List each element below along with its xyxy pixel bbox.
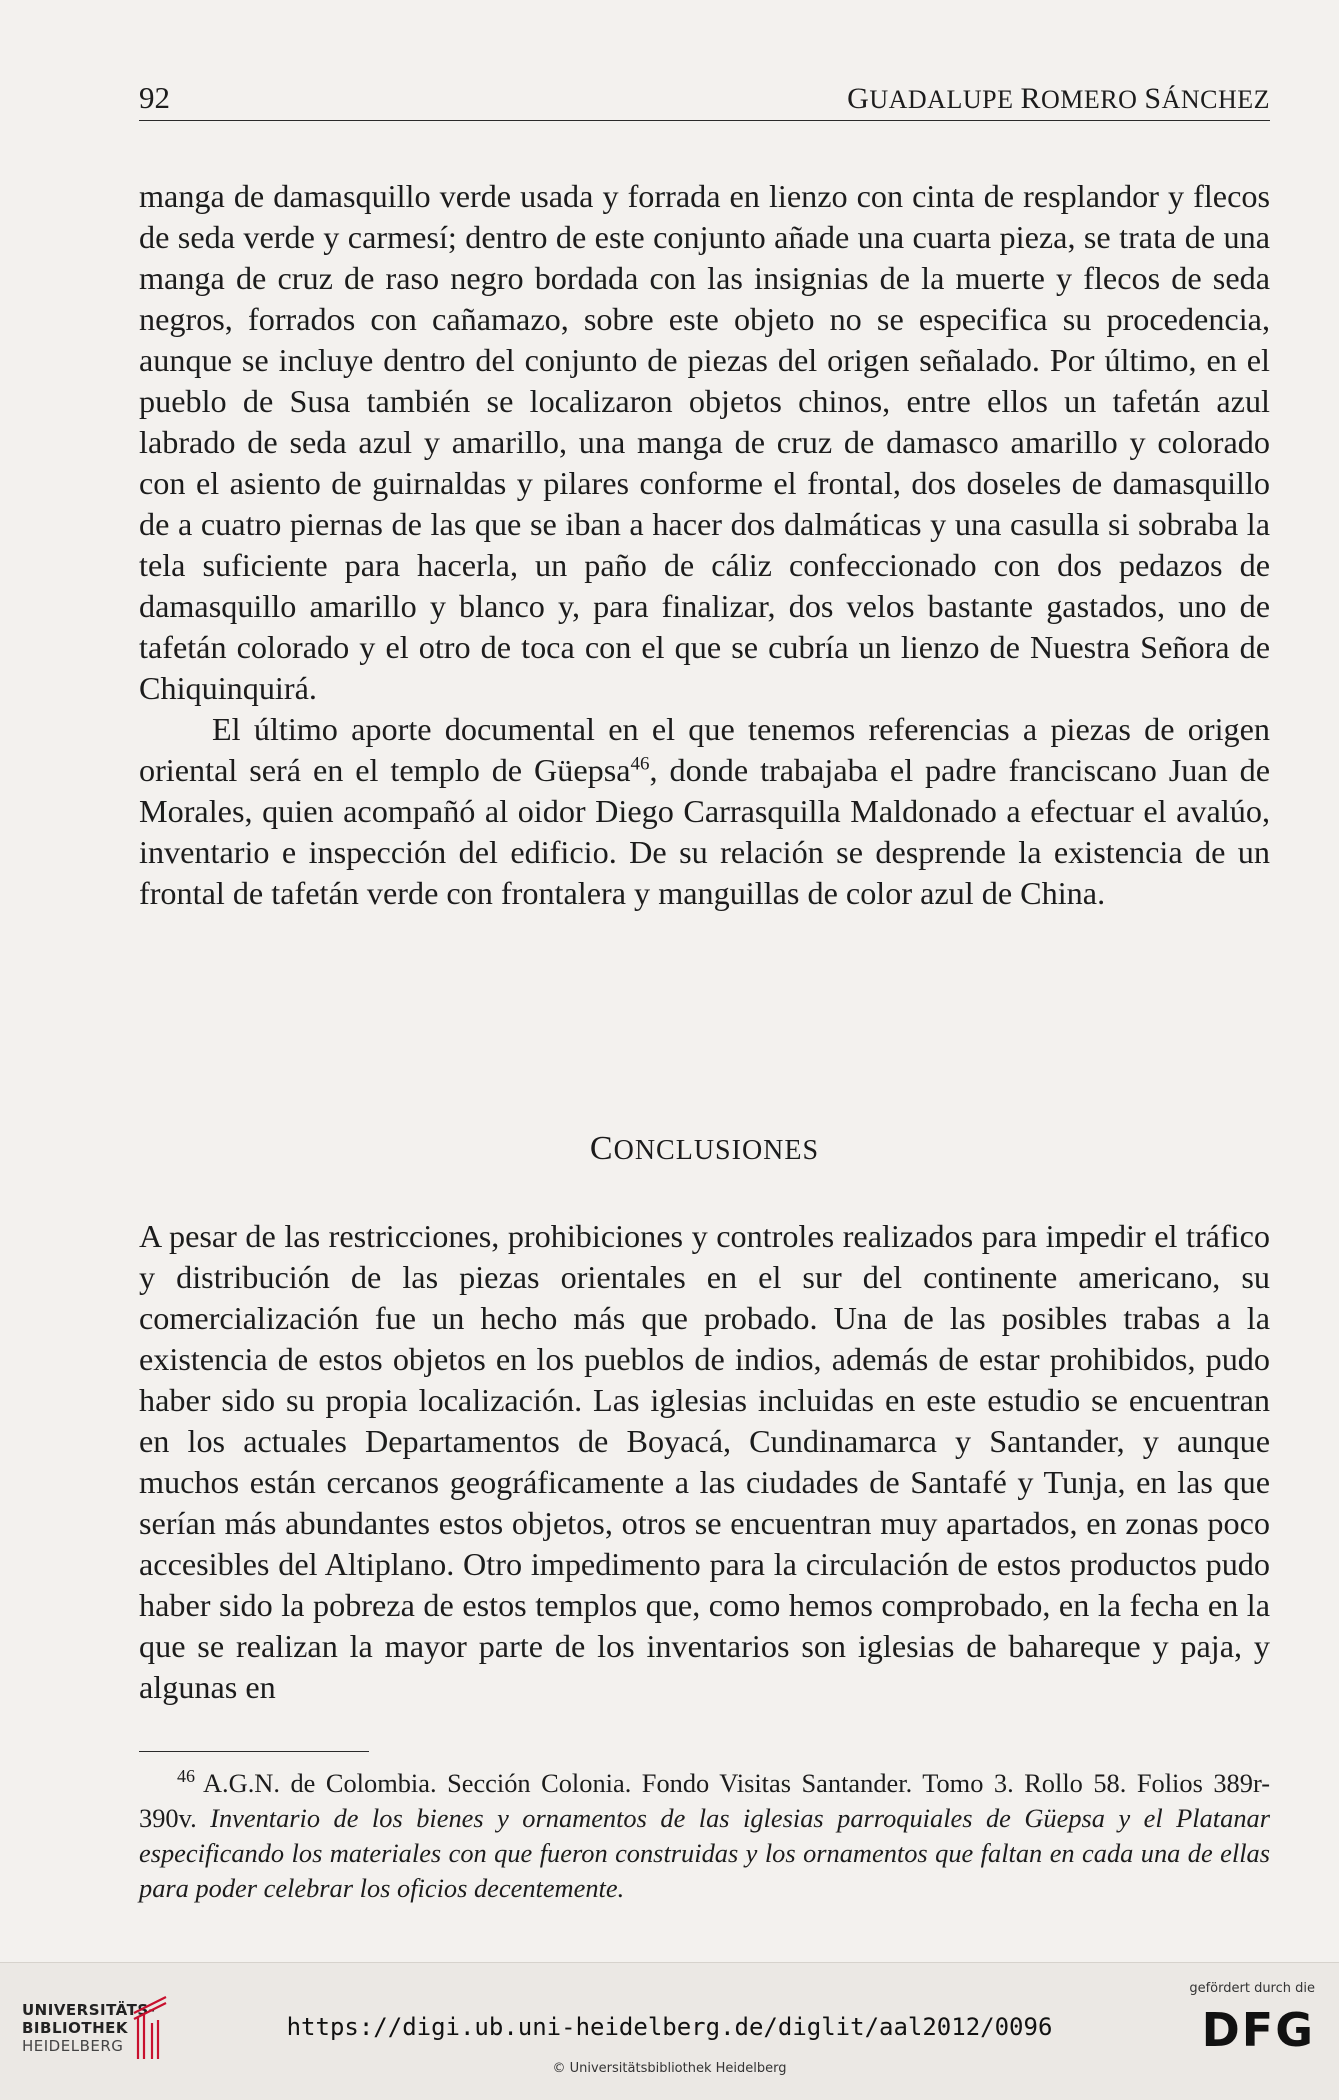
paragraph-3: A pesar de las restricciones, prohibiciones y controles realizados para impedir el tráfico y distribución de las piezas orientales en el sur del continente americano, su comercialización fue un hecho más que probado. Una de las posibles trabas a la existencia de estos objetos en los pueblos de indios, además de estar prohibidos, pudo haber sido su propia localización. Las iglesias incluidas en este estudio se encuentran en los actuales Departamentos de Boyacá, Cundinamarca y Santander, y aunque muchos están cercanos geográficamente a las ciudades de Santafé y Tunja, en las que serían más abundantes estos objetos, otros se encuentran muy apartados, en zonas poco accesibles del Altiplano. Otro impedimento para la circulación de estos productos pudo haber sido la pobreza de estos templos que, como hemos comprobado, en la fecha en la que se realizan la mayor parte de los inventarios son iglesias de bahareque y paja, y algunas en [139, 1218, 1270, 1705]
dfg-logo: DFG [1201, 2003, 1315, 2057]
section-heading: CONCLUSIONES [589, 1130, 820, 1167]
copyright-notice: © Universitätsbibliothek Heidelberg [552, 2061, 787, 2076]
footnote [139, 1766, 1270, 1906]
body-text-conclusions [139, 1216, 1270, 1708]
footnote-number: 46 [177, 1766, 195, 1787]
funded-by-label: gefördert durch die [1189, 1981, 1315, 1996]
paragraph-2: El último aporte documental en el que tenemos referencias a piezas de origen oriental será en el templo de Güepsa$^{46}$, donde trabajaba el padre franciscano Juan de Morales, quien acompañó al oidor Diego Carrasquilla Maldonado a efectuar el avalúo, inventario e inspección del edificio. De su relación se desprende la existencia de un frontal de tafetán verde con frontalera y manguillas de color azul de China. [139, 711, 1270, 911]
footnote-divider [139, 1751, 369, 1752]
page-header [139, 76, 1270, 121]
permalink-url[interactable]: https://digi.ub.uni-heidelberg.de/diglit/aal2012/0096 [286, 2013, 1053, 2041]
body-text-top [139, 176, 1270, 914]
footnote-source: A.G.N. de Colombia. Sección Colonia. Fondo Visitas Santander. Tomo 3. Rollo 58. Folios 389r-390v. [139, 1768, 1270, 1833]
library-name: UNIVERSITÄTS- BIBLIOTHEK HEIDELBERG [22, 2001, 156, 2055]
running-head: GUADALUPE ROMERO SÁNCHEZ [847, 82, 1270, 115]
paragraph-1: manga de damasquillo verde usada y forrada en lienzo con cinta de resplandor y flecos de seda verde y carmesí; dentro de este conjunto añade una cuarta pieza, se trata de una manga de cruz de raso negro bordada con las insignias de la muerte y flecos de seda negros, forrados con cañamazo, sobre este objeto no se especifica su procedencia, aunque se incluye dentro del conjunto de piezas del origen señalado. Por último, en el pueblo de Susa también se localizaron objetos chinos, entre ellos un tafetán azul labrado de seda azul y amarillo, una manga de cruz de damasco amarillo y colorado con el asiento de guirnaldas y pilares conforme el frontal, dos doseles de damasquillo de a cuatro piernas de las que se iban a hacer dos dalmáticas y una casulla si sobraba la tela suficiente para hacerla, un paño de cáliz confeccionado con dos pedazos de damasquillo amarillo y blanco y, para finalizar, dos velos bastante gastados, uno de tafetán colorado y el otro de toca con el que se cubría un lienzo de Nuestra Señora de Chiquinquirá. [139, 178, 1270, 706]
footnote-title: Inventario de los bienes y ornamentos de las iglesias parroquiales de Güepsa y el Platanar especificando los materiales con que fueron construidas y los ornamentos que faltan en cada una de ellas para poder celebrar los oficios decentemente. [139, 1803, 1270, 1903]
page-number: 92 [139, 80, 170, 115]
footnote-ref: 46 [630, 753, 650, 775]
digitization-footer [0, 1962, 1339, 2100]
